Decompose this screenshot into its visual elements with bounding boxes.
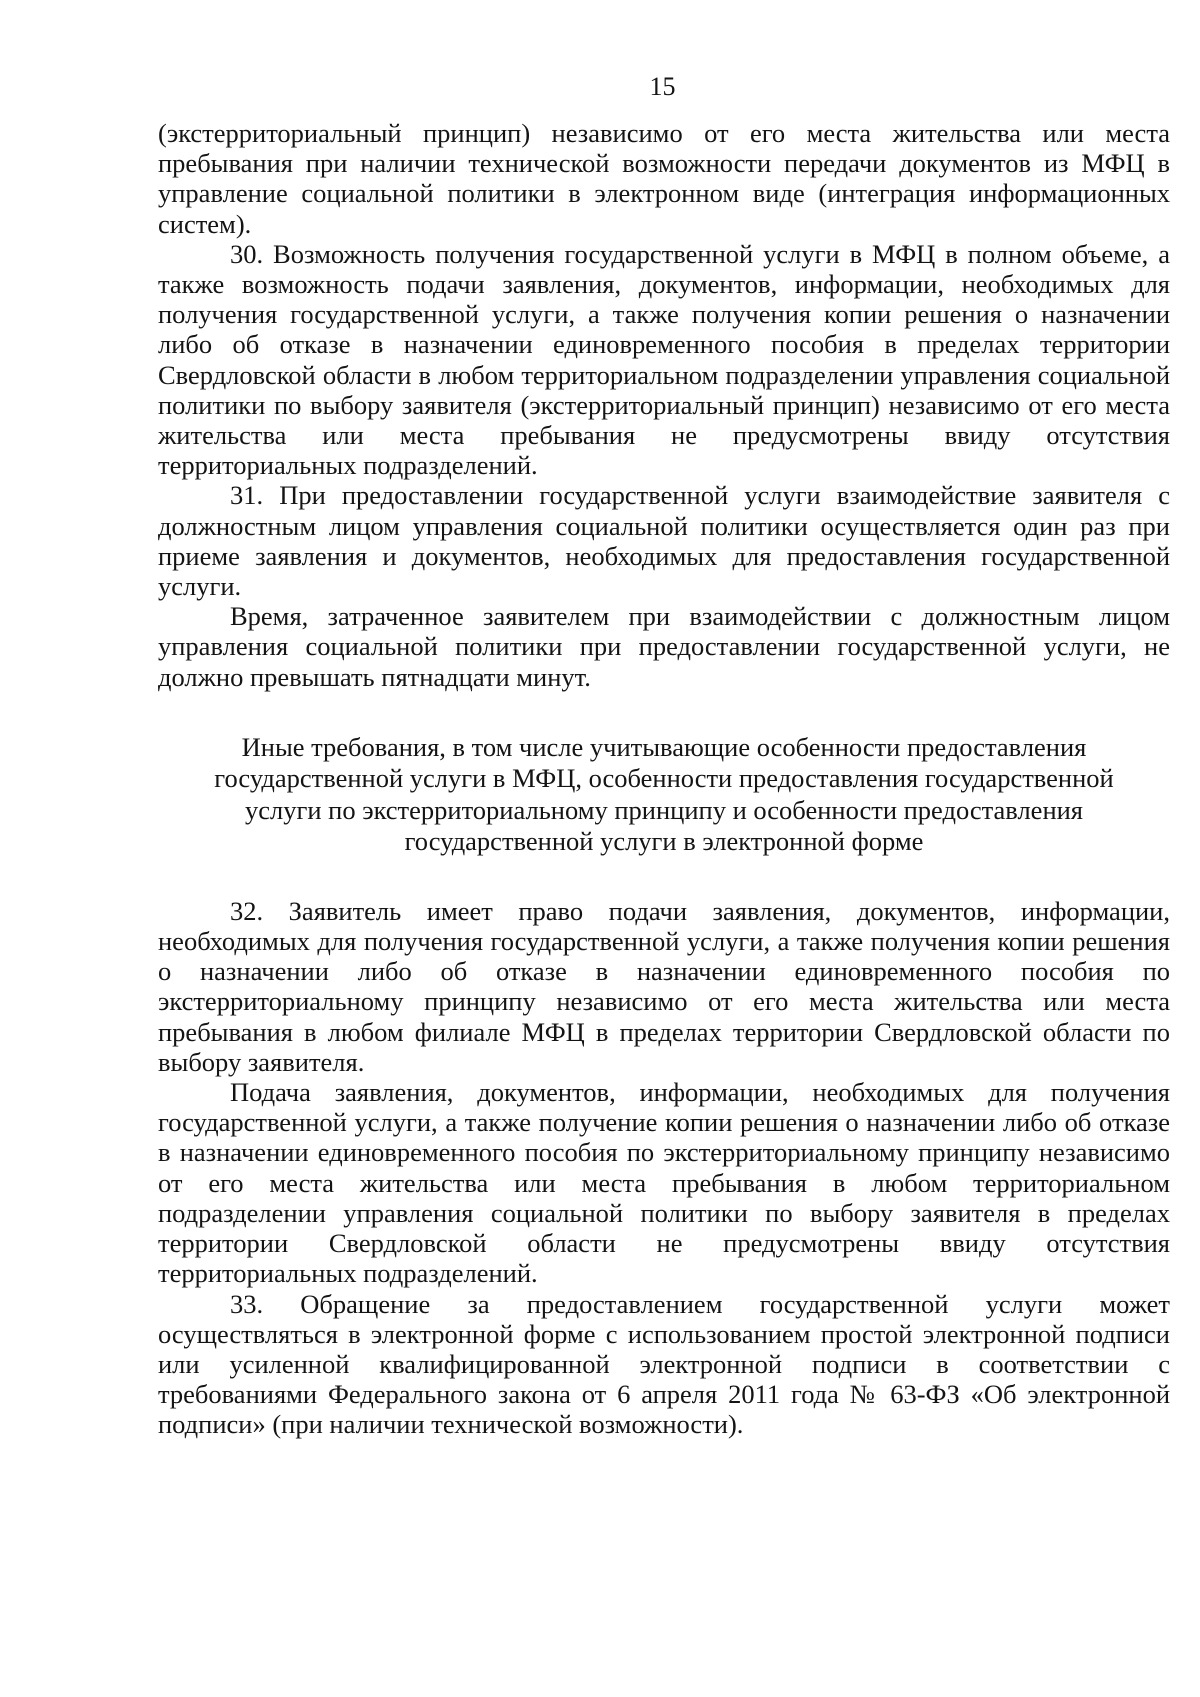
page-number: 15 — [649, 72, 676, 101]
document-body — [158, 118, 1170, 1440]
paragraph-33: 33. Обращение за предоставлением государственной услуги может осуществляться в электронной форме с использованием простой электронной подписи или усиленной квалифицированной электронной подписи в соответствии с требованиями Федерального закона от 6 апреля 2011 года № 63-ФЗ «Об электронной подписи» (при наличии технической возможности). — [158, 1288, 1170, 1440]
section-heading: Иные требования, в том числе учитывающие особенности предоставления государственной услуги в МФЦ, особенности предоставления государственной услуги по экстерриториальному принципу и особенности предоставления государственной услуги в электронной форме — [214, 731, 1114, 857]
paragraph-time-limit: Время, затраченное заявителем при взаимодействии с должностным лицом управления социальной политики при предоставлении государственной услуги, не должно превышать пятнадцати минут. — [158, 601, 1170, 692]
paragraph-32: 32. Заявитель имеет право подачи заявления, документов, информации, необходимых для получения государственной услуги, а также получения копии решения о назначении либо об отказе в назначении единовременного пособия по экстерриториальному принципу независимо от его места жительства или места пребывания в любом филиале МФЦ в пределах территории Свердловской области по выбору заявителя. — [158, 895, 1170, 1077]
paragraph-30: 30. Возможность получения государственной услуги в МФЦ в полном объеме, а также возможность подачи заявления, документов, информации, необходимых для получения государственной услуги, а также получения копии решения о назначении либо об отказе в назначении единовременного пособия в пределах территории Свердловской области в любом территориальном подразделении управления социальной политики по выбору заявителя (экстерриториальный принцип) независимо от его места жительства или места пребывания не предусмотрены ввиду отсутствия территориальных подразделений. — [158, 238, 1170, 481]
paragraph-31: 31. При предоставлении государственной услуги взаимодействие заявителя с должностным лицом управления социальной политики осуществляется один раз при приеме заявления и документов, необходимых для предоставления государственной услуги. — [158, 480, 1170, 602]
paragraph-submission: Подача заявления, документов, информации, необходимых для получения государственной услуги, а также получение копии решения о назначении либо об отказе в назначении единовременного пособия по экстерриториальному принципу независимо от его места жительства или места пребывания в любом территориальном подразделении управления социальной политики по выбору заявителя в пределах территории Свердловской области не предусмотрены ввиду отсутствия территориальных подразделений. — [158, 1077, 1170, 1289]
paragraph-continuation: (экстерриториальный принцип) независимо от его места жительства или места пребывания при наличии технической возможности передачи документов из МФЦ в управление социальной политики в электронном виде (интеграция информационных систем). — [158, 118, 1170, 239]
